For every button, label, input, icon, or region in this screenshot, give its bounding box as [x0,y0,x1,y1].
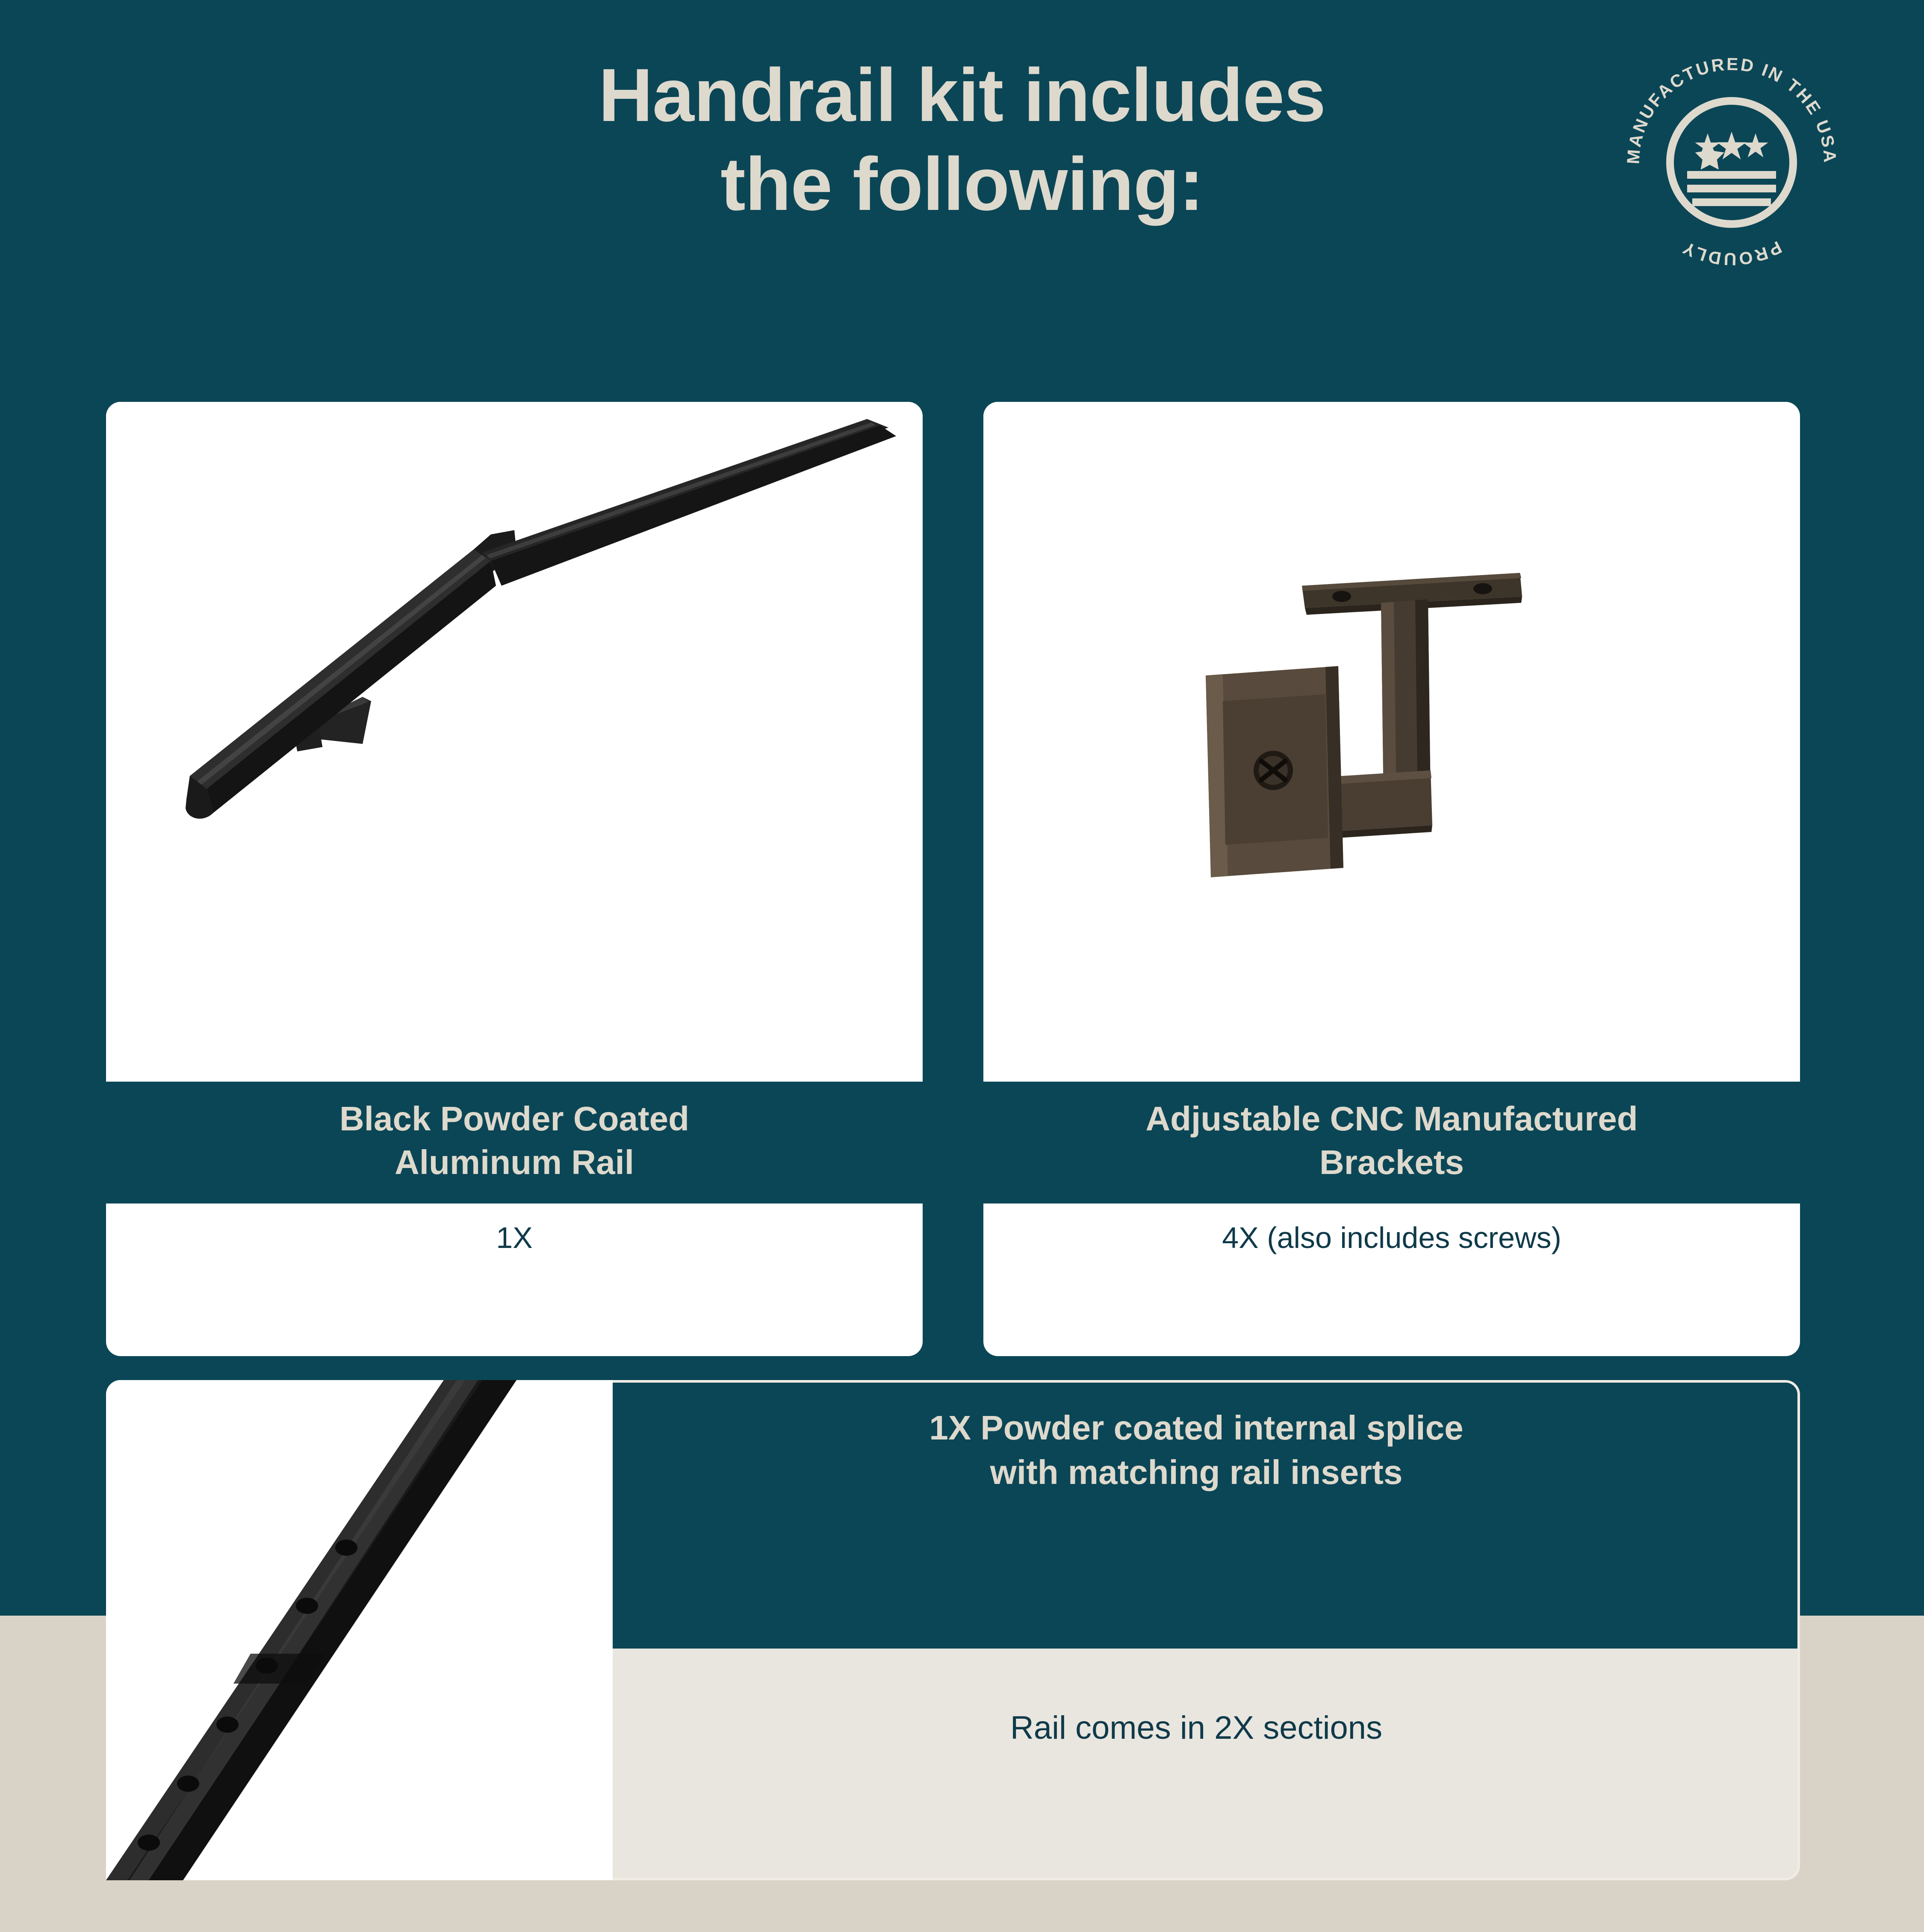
usa-seal-icon [1603,34,1860,291]
card-rail-title [106,1082,923,1203]
card-rail-title-line2: Aluminum Rail [394,1143,634,1182]
card-bracket-title-line2: Brackets [1319,1143,1464,1182]
splice-description [611,1406,1782,1495]
kit-item-card-bracket [983,402,1800,1356]
splice-description-line1: 1X Powder coated internal splice [929,1409,1464,1447]
kit-item-card-rail [106,402,923,1356]
card-rail-quantity: 1X [106,1203,923,1274]
svg-text:MANUFACTURED IN THE USA: MANUFACTURED IN THE USA [1623,54,1840,165]
card-bracket-title [983,1082,1800,1203]
rail-splice-photo [106,1380,613,1880]
card-rail-title-line1: Black Powder Coated [339,1100,689,1138]
svg-text:PROUDLY: PROUDLY [1678,237,1785,269]
black-aluminum-rail-photo [106,402,923,1082]
splice-subtext: Rail comes in 2X sections [1010,1710,1383,1746]
page-title-line2: the following: [720,142,1204,226]
cnc-bracket-photo [983,402,1800,1082]
splice-description-line2: with matching rail inserts [990,1453,1403,1491]
splice-panel [106,1380,1800,1880]
card-bracket-title-line1: Adjustable CNC Manufactured [1145,1100,1638,1138]
card-bracket-quantity: 4X (also includes screws) [983,1203,1800,1274]
page-title-line1: Handrail kit includes [598,53,1326,137]
